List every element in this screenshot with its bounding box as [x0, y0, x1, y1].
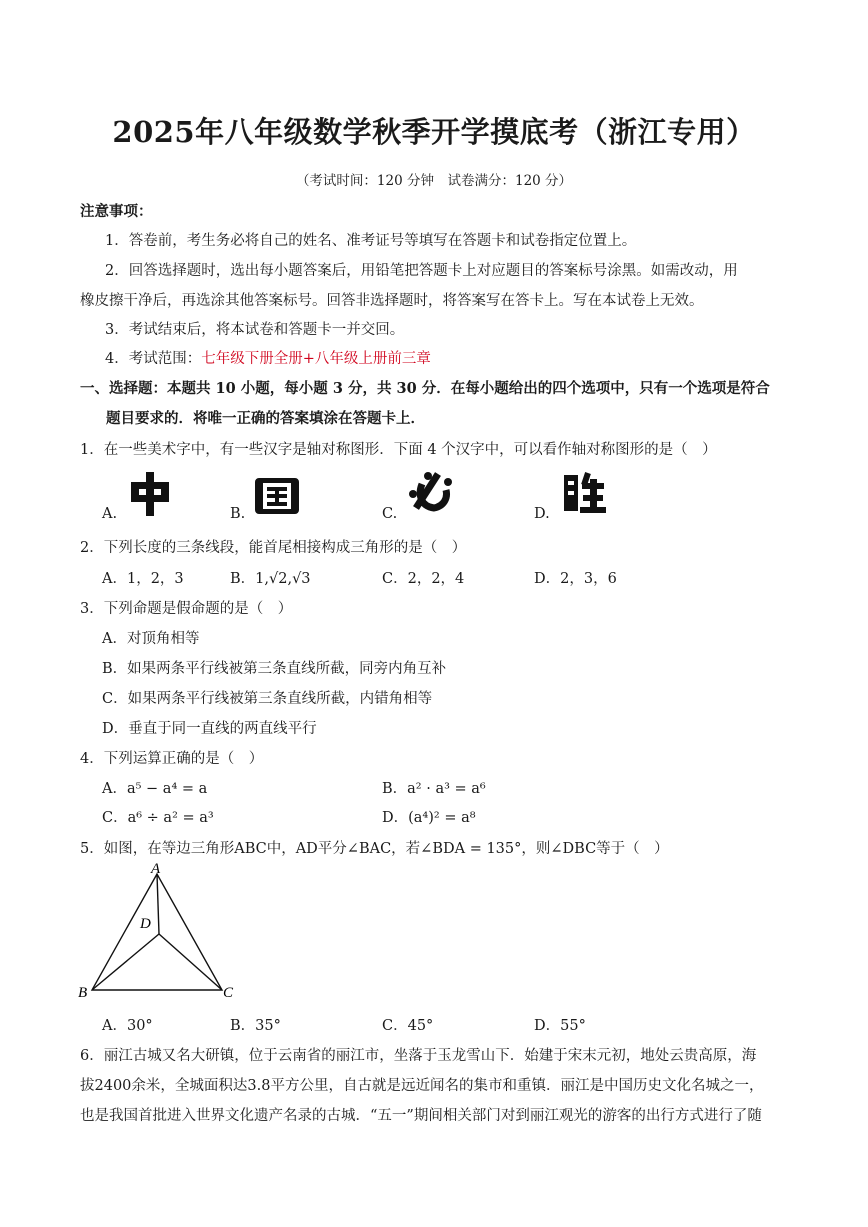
note-item-2b: 橡皮擦干净后，再选涂其他答案标号。回答非选择题时，将答案写在答卡上。写在本试卷上无效。 — [80, 293, 704, 309]
q1-option-b-label: B. — [230, 506, 246, 522]
q3-option-d: D．垂直于同一直线的两直线平行 — [102, 721, 317, 737]
note-item-4 — [105, 347, 431, 368]
q5-option-c: C．45° — [382, 1018, 434, 1034]
note-item-1: 1．答卷前，考生务必将自己的姓名、准考证号等填写在答题卡和试卷指定位置上。 — [105, 233, 637, 249]
q1-option-c-label: C. — [382, 506, 398, 522]
q3-option-a: A．对顶角相等 — [102, 631, 200, 647]
note-item-3: 3．考试结束后，将本试卷和答题卡一并交回。 — [105, 322, 405, 338]
q4-option-d: D．(a⁴)² = a⁸ — [382, 810, 476, 826]
question-6-line-2: 拔2400余米，全城面积达3.8平方公里，自古就是远近闻名的集市和重镇．丽江是中国历史文化名城之一， — [80, 1078, 764, 1094]
zhong-art-glyph — [128, 472, 172, 516]
q1-option-a-label: A. — [102, 506, 118, 522]
point-label-b: B — [78, 985, 88, 1001]
q4-option-a: A．a⁵ − a⁴ = a — [102, 781, 208, 797]
question-4-stem: 4．下列运算正确的是（ ） — [80, 751, 264, 767]
segment-ad — [157, 874, 159, 934]
q4-option-b: B．a² · a³ = a⁶ — [382, 781, 486, 797]
triangle-figure — [76, 862, 246, 1006]
point-label-c: C — [223, 985, 234, 1001]
guo-art-glyph — [255, 474, 299, 518]
q2-option-c: C．2，2，4 — [382, 571, 465, 587]
question-1-stem: 1．在一些美术字中，有一些汉字是轴对称图形．下面 4 个汉字中，可以看作轴对称图形的是（ ） — [80, 442, 717, 458]
q2-option-d: D．2，3，6 — [534, 571, 617, 587]
q5-option-b: B．35° — [230, 1018, 281, 1034]
q3-option-b: B．如果两条平行线被第三条直线所截，同旁内角互补 — [102, 661, 447, 677]
q2-option-b: B．1,√2,√3 — [230, 571, 311, 587]
q1-option-d-label: D. — [534, 506, 550, 522]
page-title: 2025年八年级数学秋季开学摸底考（浙江专用） — [112, 115, 756, 149]
q5-option-d: D．55° — [534, 1018, 586, 1034]
question-5-stem: 5．如图，在等边三角形ABC中，AD平分∠BAC，若∠BDA = 135°，则∠DBC等于（ ） — [80, 841, 669, 857]
exam-info: （考试时间：120 分钟 试卷满分：120 分） — [295, 173, 573, 189]
segment-cd — [159, 934, 222, 990]
question-6-line-3: 也是我国首批进入世界文化遗产名录的古城．“五一”期间相关部门对到丽江观光的游客的出行方式进行了随 — [80, 1108, 762, 1124]
note-item-2a: 2．回答选择题时，选出每小题答案后，用铅笔把答题卡上对应题目的答案标号涂黑。如需改动，用 — [105, 263, 738, 279]
exam-range: 七年级下册全册+八年级上册前三章 — [201, 351, 431, 367]
q3-option-c: C．如果两条平行线被第三条直线所截，内错角相等 — [102, 691, 433, 707]
q5-option-a: A．30° — [102, 1018, 153, 1034]
question-6-line-1: 6．丽江古城又名大研镇，位于云南省的丽江市，坐落于玉龙雪山下．始建于宋末元初，地处云贵高原，海 — [80, 1048, 757, 1064]
note-item-4-prefix: 4．考试范围： — [105, 351, 202, 367]
q4-option-c: C．a⁶ ÷ a² = a³ — [102, 810, 214, 826]
point-label-d: D — [140, 916, 151, 932]
question-2-stem: 2．下列长度的三条线段，能首尾相接构成三角形的是（ ） — [80, 540, 467, 556]
section-heading-line2: 题目要求的．将唯一正确的答案填涂在答题卡上． — [106, 410, 425, 427]
q2-option-a: A．1，2，3 — [102, 571, 184, 587]
bi-art-glyph — [408, 470, 452, 514]
notes-heading: 注意事项： — [80, 203, 153, 220]
section-heading-line1: 一、选择题：本题共 10 小题，每小题 3 分，共 30 分．在每小题给出的四个选项中，只有一个选项是符合 — [80, 380, 770, 397]
point-label-a: A — [151, 862, 161, 877]
sheng-art-glyph — [562, 471, 606, 515]
segment-bd — [92, 934, 159, 990]
question-3-stem: 3．下列命题是假命题的是（ ） — [80, 601, 293, 617]
